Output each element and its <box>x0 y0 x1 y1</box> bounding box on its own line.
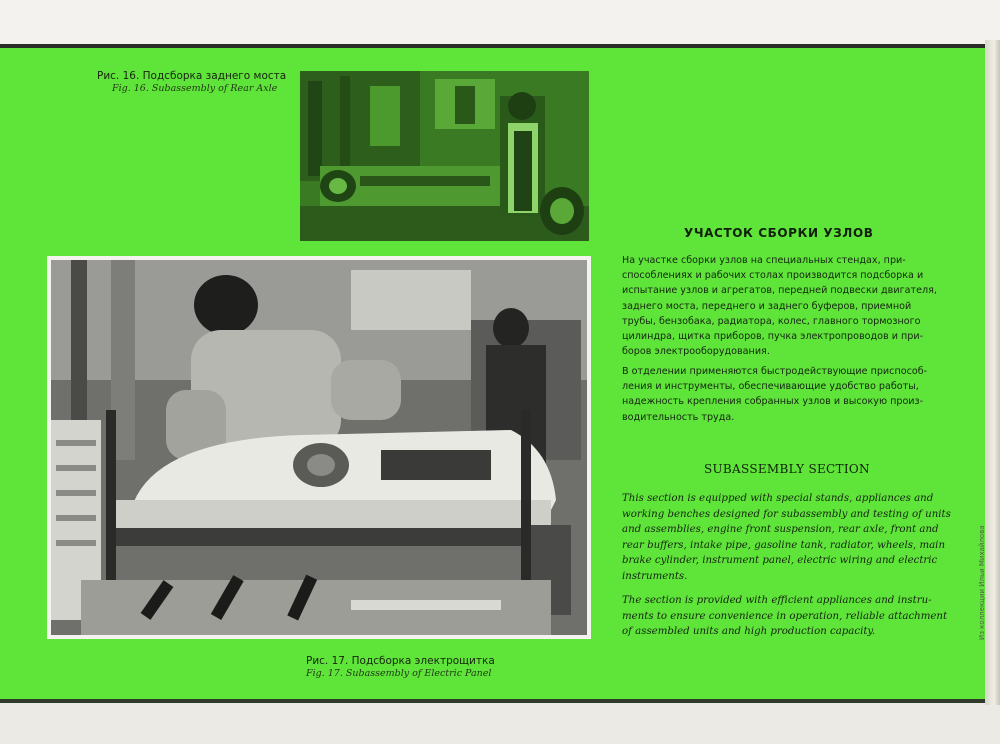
text-line: This section is equipped with special stands, appliances and <box>622 493 934 504</box>
text-line: brake cylinder, instrument panel, electric wiring and electric <box>622 555 938 567</box>
fig17-caption-ru: Рис. 17. Подсборка электрощитка <box>306 655 495 667</box>
section-en-paragraph-2 <box>622 593 952 640</box>
text-line: надежность крепления собранных узлов и высокую произ- <box>622 396 924 408</box>
collection-margin-note: Из коллекции Ильи Михайлова <box>978 525 986 640</box>
text-line: трубы, бензобака, радиатора, колес, главного тормозного <box>622 315 921 327</box>
top-paper-margin <box>0 0 1000 44</box>
fig17-photo <box>47 256 591 639</box>
text-line: instruments. <box>622 570 688 582</box>
text-line: ments to ensure convenience in operation, reliable attachment <box>622 610 948 622</box>
text-line: водительность труда. <box>622 411 735 423</box>
text-line: rear buffers, intake pipe, gasoline tank, radiator, wheels, main <box>622 539 946 551</box>
text-line: The section is provided with efficient appliances and instru- <box>622 595 932 606</box>
text-line: испытание узлов и агрегатов, передней подвески двигателя, <box>622 285 937 297</box>
section-heading-en: SUBASSEMBLY SECTION <box>704 462 870 476</box>
fig16-photo <box>300 71 589 241</box>
fig16-caption-ru: Рис. 16. Подсборка заднего моста <box>97 70 287 82</box>
text-line: боров электрооборудования. <box>622 346 770 358</box>
section-ru-paragraph-1 <box>622 253 944 359</box>
text-line: способлениях и рабочих столах производится подсборка и <box>622 270 924 282</box>
section-ru-paragraph-2 <box>622 364 944 425</box>
text-line: of assembled units and high production capacity. <box>622 626 876 638</box>
text-line: В отделении применяются быстродействующие приспособ- <box>622 366 928 377</box>
text-line: ления и инструменты, обеспечивающие удобство работы, <box>622 381 919 393</box>
fig16-caption-en: Fig. 16. Subassembly of Rear Axle <box>112 83 278 94</box>
section-heading-ru: УЧАСТОК СБОРКИ УЗЛОВ <box>684 226 874 240</box>
text-line: На участке сборки узлов на специальных стендах, при- <box>622 255 906 266</box>
text-line: заднего моста, переднего и заднего буферов, приемной <box>622 300 912 312</box>
bottom-paper-margin <box>0 703 1000 744</box>
page-fold-edge <box>985 40 1000 705</box>
section-en-paragraph-1 <box>622 491 952 585</box>
text-line: цилиндра, щитка приборов, пучка электропроводов и при- <box>622 331 924 343</box>
text-line: working benches designed for subassembly and testing of units <box>622 508 951 520</box>
fig17-caption-en: Fig. 17. Subassembly of Electric Panel <box>306 668 492 679</box>
text-line: and assemblies, engine front suspension, rear axle, front and <box>622 524 939 536</box>
